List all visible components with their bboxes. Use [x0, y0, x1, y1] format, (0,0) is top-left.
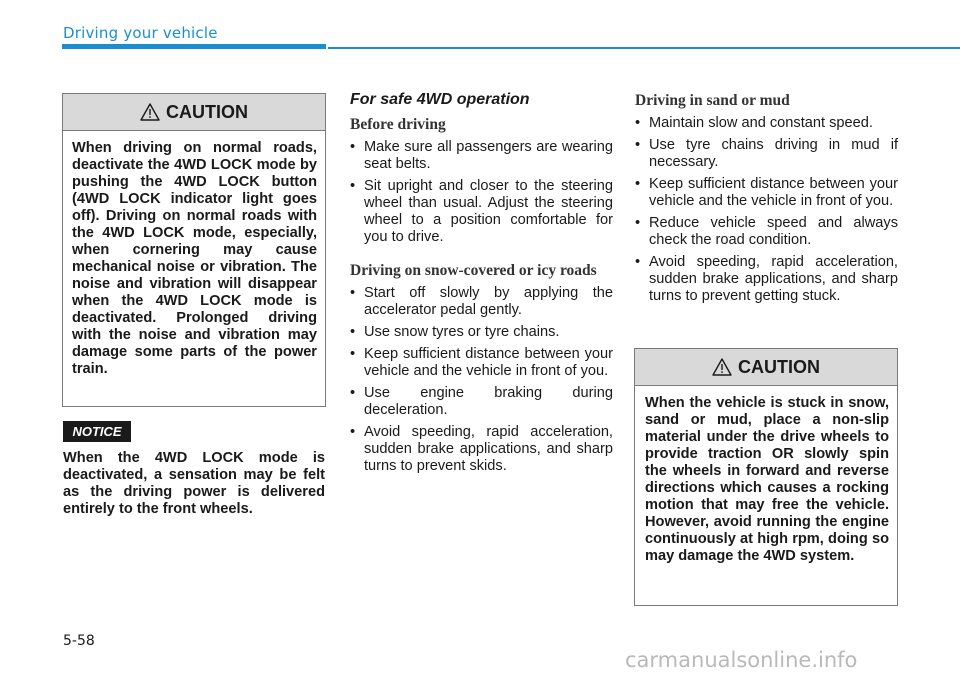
snow-driving-list — [350, 285, 613, 475]
caution-label: CAUTION — [738, 356, 820, 377]
caution-text: When the vehicle is stuck in snow, sand or mud, place a non-slip material under the drive wheels to provide traction OR slowly spin the wheels in forward and reverse directions which causes a rocking motion that may free the vehicle. However, avoid running the engine continuously at high rpm, doing so may damage the 4WD system. — [645, 395, 889, 564]
middle-column — [350, 91, 613, 480]
list-item: • Use snow tyres or tyre chains. — [350, 324, 613, 341]
subheading-before-driving: Before driving — [350, 116, 446, 133]
section-heading: For safe 4WD operation — [350, 91, 530, 108]
notice-badge: NOTICE — [63, 421, 131, 442]
caution-header — [635, 349, 897, 386]
subheading-sand-mud: Driving in sand or mud — [635, 92, 790, 109]
notice-text: When the 4WD LOCK mode is deactivated, a sensation may be felt as the driving power is delivered entirely to the front wheels. — [63, 450, 325, 517]
page-number: 5-58 — [63, 633, 95, 649]
list-item: • Start off slowly by applying the accelerator pedal gently. — [350, 285, 613, 319]
caution-text: When driving on normal roads, deactivate the 4WD LOCK mode by pushing the 4WD LOCK button (4WD LOCK indicator light goes off). Driving on normal roads with the 4WD LOCK mode, especially, when cornering may cause mechanical noise or vibration. The noise and vibration will disappear when the 4WD LOCK mode is deactivated. Prolonged driving with the noise and vibration may damage some parts of the power train. — [72, 140, 317, 377]
before-driving-list — [350, 139, 613, 246]
list-item: • Reduce vehicle speed and always check the road condition. — [635, 215, 898, 249]
list-item: • Avoid speeding, rapid acceleration, sudden brake applications, and sharp turns to prevent getting stuck. — [635, 254, 898, 305]
subheading-snow-icy: Driving on snow-covered or icy roads — [350, 262, 597, 279]
list-item: • Use engine braking during deceleration. — [350, 385, 613, 419]
caution-box-2 — [634, 348, 898, 606]
section-title: Driving your vehicle — [63, 24, 218, 42]
header-rule-thick — [62, 44, 326, 49]
list-item: • Keep sufficient distance between your vehicle and the vehicle in front of you. — [635, 176, 898, 210]
header-rule-thin — [328, 47, 960, 49]
caution-header — [63, 94, 325, 131]
right-column — [635, 92, 898, 310]
warning-icon — [712, 358, 732, 376]
list-item: • Sit upright and closer to the steering wheel than usual. Adjust the steering wheel to a position comfortable for you to drive. — [350, 178, 613, 246]
caution-box-1 — [62, 93, 326, 407]
list-item: • Avoid speeding, rapid acceleration, sudden brake applications, and sharp turns to prevent skids. — [350, 424, 613, 475]
watermark: carmanualsonline.info — [625, 648, 858, 672]
list-item: • Keep sufficient distance between your vehicle and the vehicle in front of you. — [350, 346, 613, 380]
sand-mud-list — [635, 115, 898, 305]
list-item: • Make sure all passengers are wearing seat belts. — [350, 139, 613, 173]
warning-icon — [140, 103, 160, 121]
list-item: • Maintain slow and constant speed. — [635, 115, 898, 132]
caution-label: CAUTION — [166, 101, 248, 122]
list-item: • Use tyre chains driving in mud if necessary. — [635, 137, 898, 171]
